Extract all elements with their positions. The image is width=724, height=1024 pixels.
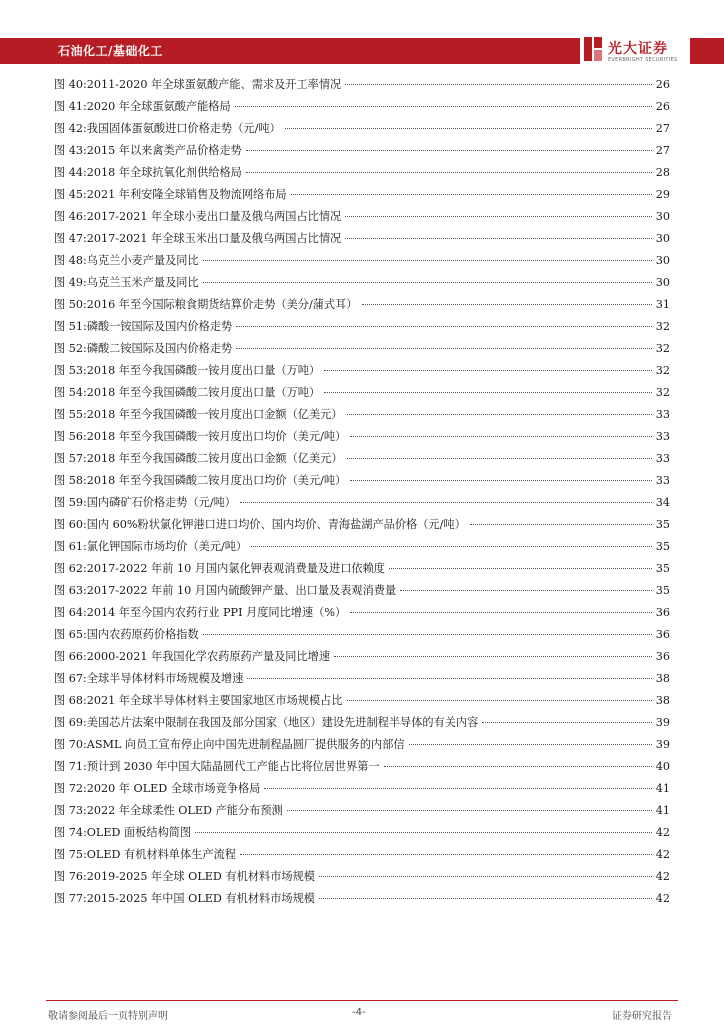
toc-dot-leader (264, 787, 651, 789)
toc-entry[interactable] (54, 118, 670, 140)
toc-entry-number: 图 60: (54, 518, 87, 531)
toc-entry-number: 图 50: (54, 298, 87, 311)
toc-entry-number: 图 57: (54, 452, 87, 465)
toc-dot-leader (350, 435, 651, 437)
toc-entry-page: 42 (655, 892, 670, 905)
toc-entry-title: 2018 年至今我国磷酸一铵月度出口金额（亿美元） (86, 408, 343, 421)
toc-entry-page: 36 (655, 628, 670, 641)
toc-entry-title: 2016 年至今国际粮食期货结算价走势（美分/蒲式耳） (86, 298, 358, 311)
toc-entry-number: 图 51: (54, 320, 87, 333)
toc-entry-title: 2014 年至今国内农药行业 PPI 月度同比增速（%） (86, 606, 347, 619)
footer-disclaimer: 敬请参阅最后一页特别声明 (48, 1011, 168, 1022)
toc-entry-page: 42 (655, 826, 670, 839)
toc-entry[interactable] (54, 492, 670, 514)
toc-dot-leader (287, 809, 652, 811)
toc-entry[interactable] (54, 162, 670, 184)
toc-entry-page: 32 (655, 320, 670, 333)
toc-entry-number: 图 68: (54, 694, 87, 707)
toc-dot-leader (236, 347, 652, 349)
toc-entry-title: 2018 年至今我国磷酸二铵月度出口均价（美元/吨） (86, 474, 347, 487)
toc-entry-page: 39 (655, 716, 670, 729)
logo-subtext: EVERBRIGHT SECURITIES (608, 57, 678, 63)
toc-entry-number: 图 77: (54, 892, 87, 905)
toc-entry-title: 2015-2025 年中国 OLED 有机材料市场规模 (86, 892, 315, 905)
toc-entry[interactable] (54, 778, 670, 800)
toc-entry[interactable] (54, 228, 670, 250)
toc-entry-title: 乌克兰玉米产量及同比 (86, 276, 199, 289)
toc-entry[interactable] (54, 888, 670, 910)
toc-entry[interactable] (54, 272, 670, 294)
toc-entry-number: 图 41: (54, 100, 87, 113)
toc-entry[interactable] (54, 734, 670, 756)
toc-entry-page: 42 (655, 870, 670, 883)
toc-dot-leader (350, 611, 652, 613)
toc-entry-number: 图 47: (54, 232, 87, 245)
toc-entry-number: 图 49: (54, 276, 87, 289)
toc-entry[interactable] (54, 250, 670, 272)
toc-dot-leader (247, 677, 651, 679)
logo-mark-icon (584, 37, 602, 61)
footer-divider (46, 1000, 678, 1001)
toc-entry[interactable] (54, 646, 670, 668)
toc-entry-page: 33 (655, 474, 670, 487)
toc-entry-page: 41 (655, 782, 670, 795)
toc-entry[interactable] (54, 140, 670, 162)
toc-entry-number: 图 72: (54, 782, 87, 795)
section-label: 石油化工/基础化工 (58, 44, 163, 58)
toc-entry-title: 2017-2021 年全球小麦出口量及俄乌两国占比情况 (86, 210, 342, 223)
toc-entry-number: 图 48: (54, 254, 87, 267)
toc-dot-leader (400, 589, 652, 591)
toc-entry[interactable] (54, 360, 670, 382)
toc-entry[interactable] (54, 800, 670, 822)
toc-entry[interactable] (54, 624, 670, 646)
toc-entry[interactable] (54, 382, 670, 404)
toc-entry-title: 我国固体蛋氨酸进口价格走势（元/吨） (86, 122, 281, 135)
toc-entry-title: 2017-2022 年前 10 月国内氯化钾表观消费量及进口依赖度 (86, 562, 385, 575)
toc-entry-title: 美国芯片法案中限制在我国及部分国家（地区）建设先进制程半导体的有关内容 (86, 716, 479, 729)
toc-dot-leader (347, 413, 652, 415)
toc-dot-leader (240, 501, 652, 503)
toc-entry-number: 图 44: (54, 166, 87, 179)
toc-entry-title: 2022 年全球柔性 OLED 产能分布预测 (86, 804, 283, 817)
toc-entry-page: 30 (655, 210, 670, 223)
toc-dot-leader (384, 765, 652, 767)
toc-entry-page: 34 (655, 496, 670, 509)
toc-dot-leader (389, 567, 652, 569)
toc-entry-title: 乌克兰小麦产量及同比 (86, 254, 199, 267)
toc-dot-leader (240, 853, 652, 855)
toc-entry-number: 图 59: (54, 496, 87, 509)
toc-entry-page: 33 (655, 408, 670, 421)
toc-entry-title: 2011-2020 年全球蛋氨酸产能、需求及开工率情况 (86, 78, 342, 91)
page-number: -4- (352, 1007, 366, 1018)
toc-dot-leader (285, 127, 652, 129)
toc-entry-page: 29 (655, 188, 670, 201)
toc-entry-title: 国内农药原药价格指数 (86, 628, 199, 641)
toc-dot-leader (324, 369, 652, 371)
toc-entry-page: 35 (655, 562, 670, 575)
toc-entry-title: 2018 年至今我国磷酸一铵月度出口均价（美元/吨） (86, 430, 347, 443)
toc-entry-number: 图 54: (54, 386, 87, 399)
toc-entry-title: 全球半导体材料市场规模及增速 (86, 672, 244, 685)
toc-entry[interactable] (54, 756, 670, 778)
toc-entry-page: 36 (655, 606, 670, 619)
toc-entry-number: 图 55: (54, 408, 87, 421)
toc-entry[interactable] (54, 96, 670, 118)
toc-entry-page: 33 (655, 430, 670, 443)
toc-entry[interactable] (54, 338, 670, 360)
toc-dot-leader (246, 149, 652, 151)
toc-entry[interactable] (54, 514, 670, 536)
toc-entry-page: 35 (655, 540, 670, 553)
toc-entry-number: 图 46: (54, 210, 87, 223)
toc-entry[interactable] (54, 690, 670, 712)
toc-dot-leader (291, 193, 652, 195)
toc-entry-title: ASML 向员工宣布停止向中国先进制程晶圆厂提供服务的内部信 (86, 738, 405, 751)
toc-entry-page: 35 (655, 518, 670, 531)
toc-entry-page: 31 (655, 298, 670, 311)
brand-logo (580, 33, 690, 71)
toc-entry-page: 32 (655, 364, 670, 377)
toc-entry-page: 28 (655, 166, 670, 179)
toc-dot-leader (345, 215, 652, 217)
toc-entry[interactable] (54, 316, 670, 338)
toc-entry-page: 39 (655, 738, 670, 751)
toc-entry-page: 33 (655, 452, 670, 465)
toc-entry-title: 2018 年至今我国磷酸二铵月度出口金额（亿美元） (86, 452, 343, 465)
footer-report-type: 证券研究报告 (612, 1011, 672, 1022)
toc-dot-leader (319, 897, 652, 899)
toc-entry[interactable] (54, 470, 670, 492)
toc-entry-page: 40 (655, 760, 670, 773)
toc-entry-number: 图 61: (54, 540, 87, 553)
toc-entry-number: 图 73: (54, 804, 87, 817)
toc-entry-number: 图 74: (54, 826, 87, 839)
logo-text: 光大证券 (608, 41, 668, 57)
toc-entry-page: 36 (655, 650, 670, 663)
toc-entry-title: 2020 年 OLED 全球市场竞争格局 (86, 782, 261, 795)
toc-entry-number: 图 56: (54, 430, 87, 443)
toc-dot-leader (203, 259, 652, 261)
toc-entry-page: 30 (655, 276, 670, 289)
toc-dot-leader (350, 479, 651, 481)
toc-dot-leader (334, 655, 652, 657)
toc-entry-title: 磷酸二铵国际及国内价格走势 (86, 342, 233, 355)
toc-entry-title: 2018 年全球抗氧化剂供给格局 (86, 166, 242, 179)
toc-entry[interactable] (54, 184, 670, 206)
toc-entry-page: 32 (655, 342, 670, 355)
toc-entry-number: 图 40: (54, 78, 87, 91)
toc-entry-number: 图 70: (54, 738, 87, 751)
toc-entry-number: 图 63: (54, 584, 87, 597)
toc-entry-page: 27 (655, 144, 670, 157)
toc-entry-page: 32 (655, 386, 670, 399)
toc-dot-leader (203, 633, 652, 635)
toc-entry-page: 38 (655, 672, 670, 685)
toc-entry-page: 42 (655, 848, 670, 861)
toc-dot-leader (195, 831, 652, 833)
toc-entry-number: 图 43: (54, 144, 87, 157)
toc-entry-page: 26 (655, 100, 670, 113)
toc-entry[interactable] (54, 602, 670, 624)
toc-entry[interactable] (54, 668, 670, 690)
toc-entry-number: 图 69: (54, 716, 87, 729)
toc-dot-leader (482, 721, 651, 723)
toc-dot-leader (324, 391, 652, 393)
toc-dot-leader (470, 523, 652, 525)
toc-dot-leader (362, 303, 652, 305)
toc-entry-number: 图 75: (54, 848, 87, 861)
toc-dot-leader (251, 545, 652, 547)
toc-entry-title: 2020 年全球蛋氨酸产能格局 (86, 100, 231, 113)
toc-dot-leader (345, 237, 652, 239)
toc-entry-title: OLED 有机材料单体生产流程 (86, 848, 236, 861)
toc-dot-leader (319, 875, 652, 877)
toc-dot-leader (409, 743, 652, 745)
toc-entry[interactable] (54, 74, 670, 96)
toc-entry[interactable] (54, 866, 670, 888)
toc-entry-number: 图 58: (54, 474, 87, 487)
toc-entry-page: 27 (655, 122, 670, 135)
toc-dot-leader (236, 325, 652, 327)
toc-entry-number: 图 62: (54, 562, 87, 575)
toc-entry-number: 图 76: (54, 870, 87, 883)
toc-entry-title: 2018 年至今我国磷酸二铵月度出口量（万吨） (86, 386, 321, 399)
toc-entry[interactable] (54, 426, 670, 448)
toc-entry[interactable] (54, 448, 670, 470)
toc-entry-title: OLED 面板结构简图 (86, 826, 192, 839)
toc-entry[interactable] (54, 404, 670, 426)
toc-dot-leader (347, 457, 652, 459)
toc-entry-page: 38 (655, 694, 670, 707)
toc-entry-title: 预计到 2030 年中国大陆晶圆代工产能占比将位居世界第一 (86, 760, 380, 773)
toc-entry-number: 图 52: (54, 342, 87, 355)
toc-entry-number: 图 66: (54, 650, 87, 663)
toc-entry-number: 图 42: (54, 122, 87, 135)
toc-entry-page: 30 (655, 254, 670, 267)
toc-entry-title: 2019-2025 年全球 OLED 有机材料市场规模 (86, 870, 315, 883)
toc-entry-title: 磷酸一铵国际及国内价格走势 (86, 320, 233, 333)
toc-entry-title: 2017-2022 年前 10 月国内硫酸钾产量、出口量及表观消费量 (86, 584, 397, 597)
toc-entry-title: 2015 年以来禽类产品价格走势 (86, 144, 242, 157)
toc-entry[interactable] (54, 558, 670, 580)
toc-dot-leader (345, 83, 652, 85)
toc-dot-leader (246, 171, 652, 173)
toc-entry-title: 2021 年利安隆全球销售及物流网络布局 (86, 188, 287, 201)
toc-dot-leader (235, 105, 652, 107)
toc-entry[interactable] (54, 822, 670, 844)
toc-entry-page: 30 (655, 232, 670, 245)
toc-entry[interactable] (54, 844, 670, 866)
toc-entry-page: 41 (655, 804, 670, 817)
toc-dot-leader (203, 281, 652, 283)
toc-entry[interactable] (54, 206, 670, 228)
toc-entry-page: 26 (655, 78, 670, 91)
toc-entry-number: 图 67: (54, 672, 87, 685)
toc-entry-number: 图 64: (54, 606, 87, 619)
toc-entry-number: 图 45: (54, 188, 87, 201)
toc-entry-page: 35 (655, 584, 670, 597)
toc-entry-number: 图 53: (54, 364, 87, 377)
figure-index-list (54, 74, 670, 910)
toc-entry-title: 国内 60%粉状氯化钾港口进口均价、国内均价、青海盐湖产品价格（元/吨） (86, 518, 466, 531)
toc-entry[interactable] (54, 712, 670, 734)
toc-entry[interactable] (54, 536, 670, 558)
toc-entry[interactable] (54, 294, 670, 316)
toc-entry-number: 图 71: (54, 760, 87, 773)
toc-entry-title: 2017-2021 年全球玉米出口量及俄乌两国占比情况 (86, 232, 342, 245)
toc-dot-leader (347, 699, 652, 701)
toc-entry[interactable] (54, 580, 670, 602)
toc-entry-title: 2021 年全球半导体材料主要国家地区市场规模占比 (86, 694, 343, 707)
toc-entry-title: 2018 年至今我国磷酸一铵月度出口量（万吨） (86, 364, 321, 377)
toc-entry-title: 国内磷矿石价格走势（元/吨） (86, 496, 236, 509)
toc-entry-number: 图 65: (54, 628, 87, 641)
toc-entry-title: 氯化钾国际市场均价（美元/吨） (86, 540, 248, 553)
toc-entry-title: 2000-2021 年我国化学农药原药产量及同比增速 (86, 650, 331, 663)
